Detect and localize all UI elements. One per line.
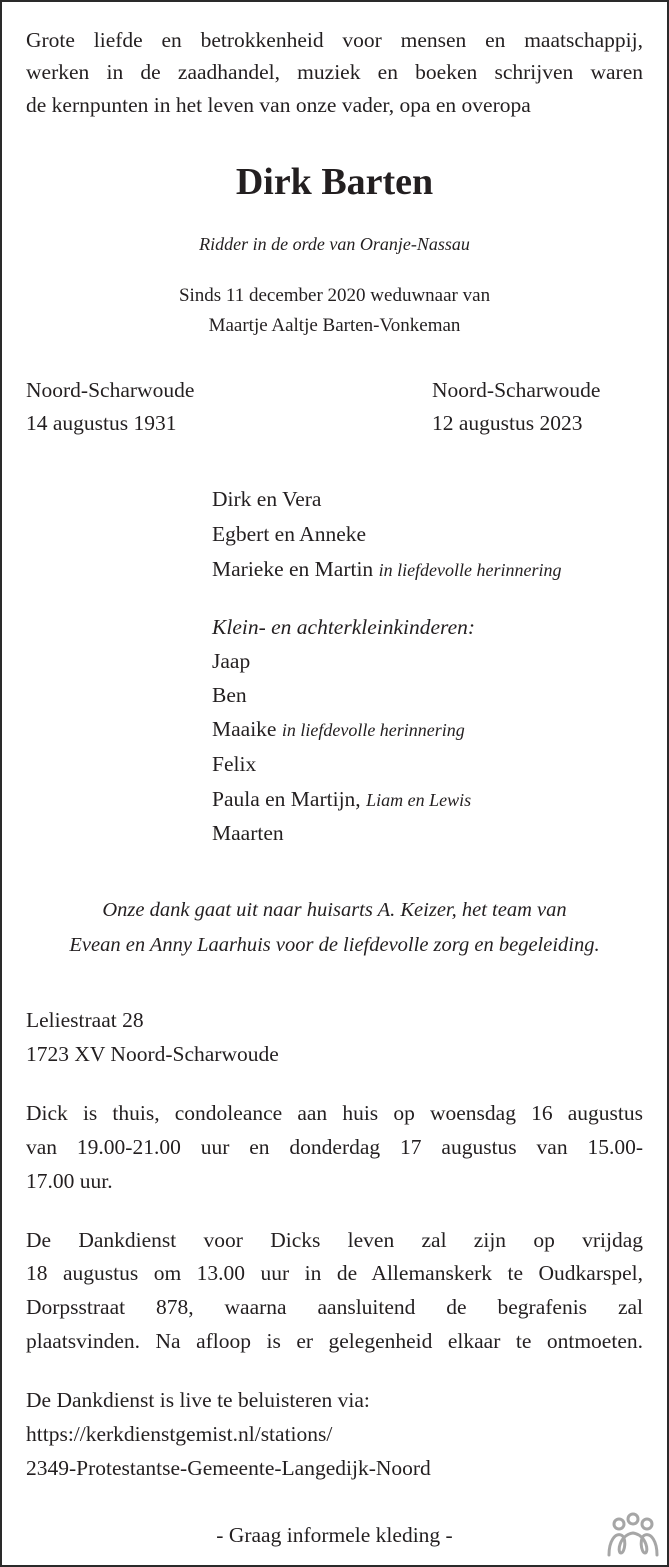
live-url[interactable]: https://kerkdienstgemist.nl/stations/ <box>26 1422 333 1446</box>
grandchild <box>212 751 256 777</box>
service-line: Dorpsstraat 878, waarna aansluitend de begrafenis zal <box>26 1295 643 1319</box>
thanks-line: Onze dank gaat uit naar huisarts A. Keizer, het team van <box>102 899 567 921</box>
address-city: 1723 XV Noord-Scharwoude <box>26 1042 279 1066</box>
intro-line: werken in de zaadhandel, muziek en boeken schrijven waren <box>26 60 643 84</box>
grandchild <box>212 682 247 708</box>
great-grandchildren: Liam en Lewis <box>366 790 472 810</box>
dress-code: - Graag informele kleding - <box>216 1523 453 1547</box>
deceased-name: Dirk Barten <box>235 161 434 203</box>
service-line: plaatsvinden. Na afloop is er gelegenheid elkaar te ontmoeten. <box>26 1329 643 1353</box>
grandchild <box>212 716 465 743</box>
thanks-line: Evean en Anny Laarhuis voor de liefdevolle zorg en begeleiding. <box>69 934 600 956</box>
child-name: Dirk en Vera <box>212 487 322 511</box>
widower-line: Sinds 11 december 2020 weduwnaar van <box>178 285 491 306</box>
service-line: De Dankdienst voor Dicks leven zal zijn op vrijdag <box>26 1228 643 1252</box>
condolence-line: 17.00 uur. <box>26 1169 113 1193</box>
condolence-line: van 19.00-21.00 uur en donderdag 17 augustus van 15.00- <box>26 1135 643 1159</box>
child <box>212 556 562 583</box>
grandchild <box>212 786 471 813</box>
child-name: Marieke en Martin <box>212 557 374 581</box>
birth-place: Noord-Scharwoude <box>26 378 195 402</box>
grandchild-name: Maaike <box>212 717 277 741</box>
grandchild-note: in liefdevolle herinnering <box>281 720 465 740</box>
child-note: in liefdevolle herinnering <box>378 560 562 580</box>
address-street: Leliestraat 28 <box>26 1008 144 1032</box>
intro-line: de kernpunten in het leven van onze vader, opa en overopa <box>26 93 531 117</box>
grandchild-name: Felix <box>212 752 257 776</box>
birth-date: 14 augustus 1931 <box>26 411 177 435</box>
grandchild-name: Maarten <box>212 821 284 845</box>
condolence-line: Dick is thuis, condoleance aan huis op woensdag 16 augustus <box>26 1101 643 1125</box>
death-place: Noord-Scharwoude <box>432 378 601 402</box>
intro-line: Grote liefde en betrokkenheid voor mensen en maatschappij, <box>26 28 643 52</box>
death-date: 12 augustus 2023 <box>432 411 583 435</box>
child <box>212 486 321 512</box>
grandchild <box>212 820 284 846</box>
spouse-name: Maartje Aaltje Barten-Vonkeman <box>208 315 461 336</box>
live-url[interactable]: 2349-Protestantse-Gemeente-Langedijk-Noord <box>26 1456 431 1480</box>
grandchild-name: Jaap <box>212 649 251 673</box>
live-line: De Dankdienst is live te beluisteren via: <box>26 1388 370 1412</box>
grandchild <box>212 648 250 674</box>
child-name: Egbert en Anneke <box>212 522 367 546</box>
grandchild-name: Paula en Martijn, <box>212 787 361 811</box>
honour: Ridder in de orde van Oranje-Nassau <box>199 234 470 254</box>
grandchildren-heading: Klein- en achterkleinkinderen: <box>212 615 476 639</box>
child <box>212 521 366 547</box>
people-family-icon <box>605 1511 661 1559</box>
grandchild-name: Ben <box>212 683 247 707</box>
service-line: 18 augustus om 13.00 uur in de Allemanskerk te Oudkarspel, <box>26 1261 643 1285</box>
